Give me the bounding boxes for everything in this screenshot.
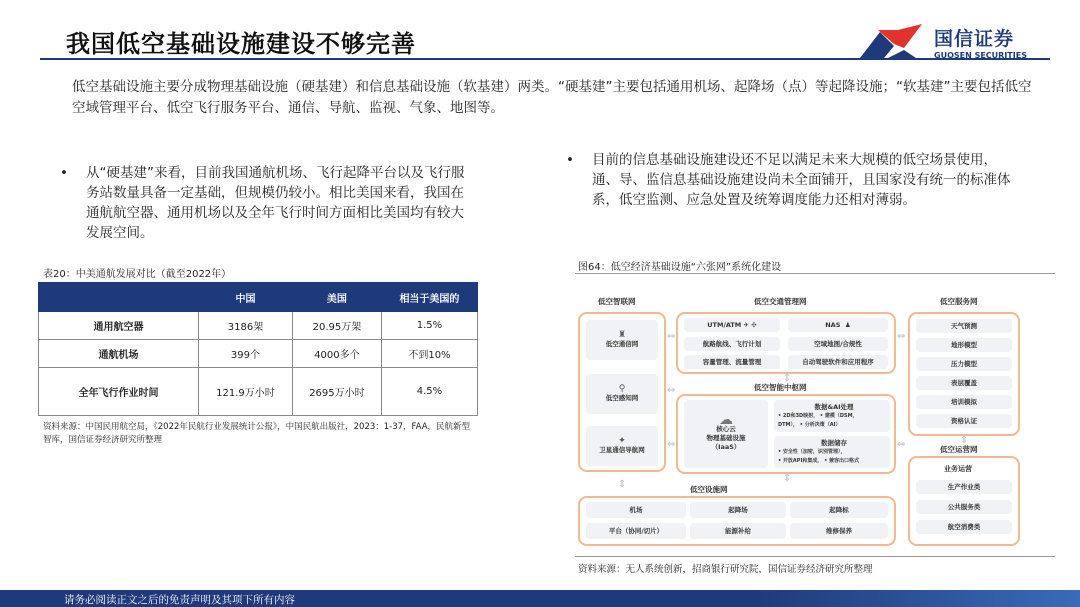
connector-arrow-icon: ⇔ xyxy=(667,385,676,396)
data-ai-line: • 2D和3D映射， • 建模（DSM， xyxy=(778,412,858,419)
table-cell: 1.5% xyxy=(381,312,477,340)
connector-arrow-icon: ⇕ xyxy=(783,473,792,484)
table-row-label: 通航机场 xyxy=(39,340,199,368)
data-ai-item xyxy=(774,400,890,432)
service-item: 培训模拟 xyxy=(916,395,1012,409)
data-storage-item xyxy=(774,436,890,468)
left-item xyxy=(586,320,658,360)
bullet-info-infrastructure xyxy=(566,150,1011,210)
nas-item xyxy=(788,318,888,332)
ops-subtitle: 业务运营 xyxy=(944,465,972,473)
table-header-cell: 美国 xyxy=(292,283,381,312)
table-caption: 表20：中美通航发展对比（截至2022年） xyxy=(43,269,232,280)
airplane-icon: ✈ xyxy=(743,320,749,329)
traffic-item: 容量管理、流量管理 xyxy=(684,355,780,369)
ops-item: 航空消费类 xyxy=(916,520,1012,534)
left-item xyxy=(586,426,658,466)
figure-top-rule xyxy=(575,273,1055,274)
service-item: 资格认证 xyxy=(916,414,1012,428)
tower-icon: ♜ xyxy=(617,330,627,340)
storage-line: • 安全性（加密，识别管理）， xyxy=(778,448,846,455)
data-ai-line: DTM）， • 分析决策（AI） xyxy=(778,421,841,428)
ops-item: 公共服务类 xyxy=(916,500,1012,514)
logo-chinese-name: 国信证券 xyxy=(934,28,1015,50)
bullet-text: 从“硬基建”来看，目前我国通航机场、飞行起降平台以及飞行服务站数量具备一定基础，但规模仍较小。相比美国来看，我国在通航航空器、通用机场以及全年飞行时间方面相比美国均有较大发展空间。 xyxy=(86,165,465,241)
service-item: 地形模型 xyxy=(916,338,1012,352)
left-item-label: 卫星通信导航网 xyxy=(599,446,645,454)
service-item: 表层覆盖 xyxy=(916,376,1012,390)
table-cell: 4000多个 xyxy=(292,340,381,368)
table-cell: 3186架 xyxy=(199,312,293,340)
table-cell: 399个 xyxy=(199,340,293,368)
connector-arrow-icon: ⇔ xyxy=(897,331,906,342)
utm-label: UTM/ATM xyxy=(707,320,742,329)
figure-bottom-rule xyxy=(575,556,1055,557)
ops-item: 生产作业类 xyxy=(916,480,1012,494)
table-cell: 2695万小时 xyxy=(292,368,381,416)
footer-bar xyxy=(0,590,1080,607)
table-cell: 不到10% xyxy=(381,340,477,368)
table-header-row xyxy=(39,283,478,312)
facility-item: 起降场 xyxy=(690,502,786,518)
page-title: 我国低空基础设施建设不够完善 xyxy=(66,30,416,58)
facility-item: 平台（协同/切片） xyxy=(586,523,686,539)
footer-disclaimer: 请务必阅读正文之后的免责声明及其项下所有内容 xyxy=(64,594,295,606)
top-section-title: 低空交通管理网 xyxy=(754,297,807,306)
table-row-label: 通用航空器 xyxy=(39,312,199,340)
table-header-cell: 中国 xyxy=(199,283,293,312)
facility-item: 维修保养 xyxy=(790,523,888,539)
table-header-cell: 相当于美国的 xyxy=(381,283,477,312)
nas-label: NAS xyxy=(825,320,841,329)
connector-arrow-icon: ⇕ xyxy=(783,373,792,384)
satellite-icon: ✦ xyxy=(618,436,626,446)
comparison-table xyxy=(38,282,478,416)
service-item: 压力模型 xyxy=(916,357,1012,371)
data-ai-title: 数据&AI处理 xyxy=(814,402,854,411)
facility-item: 机场 xyxy=(586,502,686,518)
figure-source-note: 资料来源：无人系统创新，招商银行研究院，国信证券经济研究所整理 xyxy=(578,564,873,575)
mid-section-title: 低空智能中枢网 xyxy=(754,383,807,392)
person-icon: ♟ xyxy=(844,320,851,329)
connector-arrow-icon: ⇔ xyxy=(667,331,676,342)
table-cell: 4.5% xyxy=(381,368,477,416)
intro-paragraph: 低空基础设施主要分成物理基础设施（硬基建）和信息基础设施（软基建）两类。“硬基建”主要包括通用机场、起降场（点）等起降设施；“软基建”主要包括低空空域管理平台、低空飞行服务平台、通信、导航、监视、气象、地图等。 xyxy=(72,79,1032,116)
table-cell: 20.95万架 xyxy=(292,312,381,340)
traffic-item: 自动驾驶软件和应用程序 xyxy=(788,355,888,369)
core-cloud-item xyxy=(684,400,768,468)
guosen-logo-icon xyxy=(858,22,924,62)
bullet-hard-infrastructure xyxy=(60,163,470,243)
storage-line: • 开放API和集成， • 兼容出口格式 xyxy=(778,457,860,464)
connector-arrow-icon: ⇔ xyxy=(667,439,676,450)
table-row-label: 全年飞行作业时间 xyxy=(39,368,199,416)
table-header-cell xyxy=(39,283,199,312)
service-item: 天气预测 xyxy=(916,319,1012,333)
logo-english-name: GUOSEN SECURITIES xyxy=(934,51,1027,60)
six-networks-diagram xyxy=(578,290,1024,552)
right-section-title: 低空服务网 xyxy=(940,297,978,306)
left-section-title: 低空智联网 xyxy=(598,297,636,306)
table-row xyxy=(39,312,478,340)
table-row xyxy=(39,368,478,416)
left-item-label: 低空感知网 xyxy=(605,394,639,402)
figure-caption: 图64：低空经济基础设施“六张网”系统化建设 xyxy=(578,262,782,273)
facility-item: 能源补给 xyxy=(690,523,786,539)
left-item-label: 低空通信网 xyxy=(605,340,639,348)
ops-section-title: 低空运营网 xyxy=(940,445,978,454)
connector-arrow-icon: ⇕ xyxy=(618,479,627,490)
antenna-icon: ⚲ xyxy=(618,384,626,394)
utm-item xyxy=(684,318,780,332)
connector-arrow-icon: ⇔ xyxy=(897,439,906,450)
connector-arrow-icon: ⇕ xyxy=(960,435,969,446)
bullet-text: 目前的信息基础设施建设还不足以满足未来大规模的低空场景使用，通、导、监信息基础设施建设尚未全面铺开，且国家没有统一的标准体系，低空监测、应急处置及统筹调度能力还相对薄弱。 xyxy=(592,152,1011,208)
traffic-item: 航路航线、飞行计划 xyxy=(684,337,780,351)
traffic-item: 空域地图/合规性 xyxy=(788,337,888,351)
storage-title: 数据储存 xyxy=(821,438,847,447)
bullet-marker: • xyxy=(566,152,574,168)
bullet-marker: • xyxy=(60,165,68,181)
left-item xyxy=(586,374,658,414)
bottom-section-title: 低空设施网 xyxy=(690,485,728,494)
cloud-icon: ☁ xyxy=(719,412,733,428)
table-cell: 121.9万小时 xyxy=(199,368,293,416)
company-logo xyxy=(858,22,1033,64)
core-cloud-label: 核心云 物理基础设施 （IaaS） xyxy=(706,425,746,451)
drone-icon: ✣ xyxy=(751,320,757,329)
table-source-note: 资料来源：中国民用航空局，《2022年民航行业发展统计公报》，中国民航出版社，2023：1-37，FAA，民航新型智库，国信证券经济研究所整理 xyxy=(43,422,471,445)
facility-item: 起降标 xyxy=(790,502,888,518)
table-row xyxy=(39,340,478,368)
